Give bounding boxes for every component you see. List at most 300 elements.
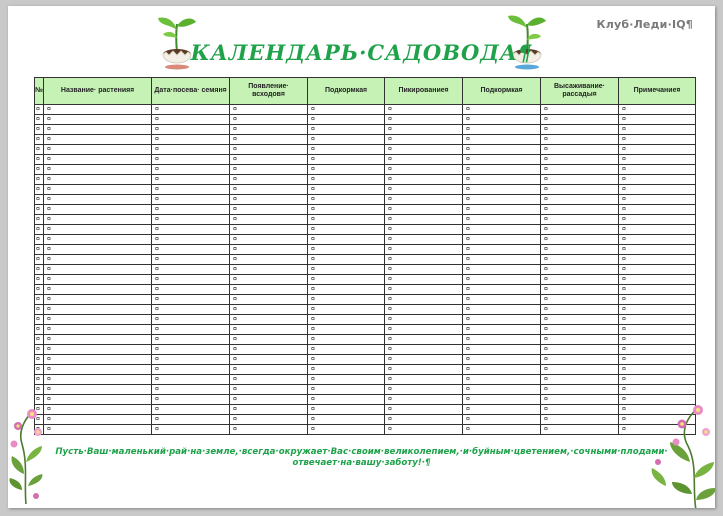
table-cell[interactable]: ¤: [385, 145, 463, 155]
table-cell[interactable]: ¤: [619, 205, 696, 215]
table-cell[interactable]: ¤: [619, 145, 696, 155]
table-cell[interactable]: ¤: [308, 385, 385, 395]
table-cell[interactable]: ¤: [541, 355, 619, 365]
table-cell[interactable]: ¤: [44, 235, 152, 245]
table-cell[interactable]: ¤: [44, 225, 152, 235]
table-cell[interactable]: ¤: [463, 125, 541, 135]
table-cell[interactable]: ¤: [230, 235, 308, 245]
table-cell[interactable]: ¤: [463, 335, 541, 345]
table-cell[interactable]: ¤: [463, 325, 541, 335]
table-cell[interactable]: ¤: [308, 155, 385, 165]
table-cell[interactable]: ¤: [230, 245, 308, 255]
table-cell[interactable]: ¤: [230, 145, 308, 155]
table-cell[interactable]: ¤: [35, 355, 44, 365]
table-cell[interactable]: ¤: [44, 265, 152, 275]
table-cell[interactable]: ¤: [385, 235, 463, 245]
table-cell[interactable]: ¤: [308, 345, 385, 355]
table-cell[interactable]: ¤: [152, 285, 230, 295]
table-cell[interactable]: ¤: [385, 385, 463, 395]
table-cell[interactable]: ¤: [230, 335, 308, 345]
table-cell[interactable]: ¤: [463, 245, 541, 255]
table-cell[interactable]: ¤: [152, 395, 230, 405]
table-cell[interactable]: ¤: [308, 105, 385, 115]
table-cell[interactable]: ¤: [35, 245, 44, 255]
table-cell[interactable]: ¤: [230, 345, 308, 355]
table-cell[interactable]: ¤: [541, 415, 619, 425]
table-cell[interactable]: ¤: [619, 375, 696, 385]
table-cell[interactable]: ¤: [619, 395, 696, 405]
table-cell[interactable]: ¤: [152, 105, 230, 115]
table-cell[interactable]: ¤: [385, 225, 463, 235]
table-cell[interactable]: ¤: [385, 135, 463, 145]
table-cell[interactable]: ¤: [385, 255, 463, 265]
table-cell[interactable]: ¤: [308, 325, 385, 335]
table-cell[interactable]: ¤: [541, 245, 619, 255]
table-cell[interactable]: ¤: [541, 255, 619, 265]
table-cell[interactable]: ¤: [35, 335, 44, 345]
table-cell[interactable]: ¤: [230, 305, 308, 315]
table-cell[interactable]: ¤: [541, 125, 619, 135]
table-cell[interactable]: ¤: [230, 315, 308, 325]
table-cell[interactable]: ¤: [541, 195, 619, 205]
table-cell[interactable]: ¤: [35, 405, 44, 415]
table-cell[interactable]: ¤: [541, 225, 619, 235]
table-cell[interactable]: ¤: [463, 155, 541, 165]
table-cell[interactable]: ¤: [35, 235, 44, 245]
table-cell[interactable]: ¤: [385, 425, 463, 435]
table-cell[interactable]: ¤: [619, 345, 696, 355]
table-cell[interactable]: ¤: [230, 205, 308, 215]
table-cell[interactable]: ¤: [35, 275, 44, 285]
table-cell[interactable]: ¤: [385, 305, 463, 315]
table-cell[interactable]: ¤: [619, 335, 696, 345]
table-cell[interactable]: ¤: [152, 205, 230, 215]
table-cell[interactable]: ¤: [152, 255, 230, 265]
table-cell[interactable]: ¤: [230, 375, 308, 385]
table-row: [35, 295, 696, 305]
table-cell[interactable]: ¤: [44, 365, 152, 375]
table-cell[interactable]: ¤: [35, 125, 44, 135]
table-cell[interactable]: ¤: [463, 365, 541, 375]
table-cell[interactable]: ¤: [619, 325, 696, 335]
table-cell[interactable]: ¤: [619, 165, 696, 175]
table-cell[interactable]: ¤: [541, 325, 619, 335]
table-cell[interactable]: ¤: [308, 185, 385, 195]
table-cell[interactable]: ¤: [463, 265, 541, 275]
column-header: Подкормка¤: [308, 78, 385, 105]
table-cell[interactable]: ¤: [463, 205, 541, 215]
table-cell[interactable]: ¤: [385, 405, 463, 415]
table-cell[interactable]: ¤: [385, 375, 463, 385]
table-cell[interactable]: ¤: [35, 305, 44, 315]
table-cell[interactable]: ¤: [230, 425, 308, 435]
table-cell[interactable]: ¤: [152, 365, 230, 375]
table-cell[interactable]: ¤: [541, 115, 619, 125]
table-cell[interactable]: ¤: [385, 185, 463, 195]
table-cell[interactable]: ¤: [541, 295, 619, 305]
table-cell[interactable]: ¤: [230, 155, 308, 165]
table-cell[interactable]: ¤: [463, 385, 541, 395]
table-cell[interactable]: ¤: [619, 155, 696, 165]
table-cell[interactable]: ¤: [230, 295, 308, 305]
table-cell[interactable]: ¤: [308, 295, 385, 305]
table-cell[interactable]: ¤: [35, 285, 44, 295]
table-cell[interactable]: ¤: [308, 175, 385, 185]
table-cell[interactable]: ¤: [152, 415, 230, 425]
table-cell[interactable]: ¤: [152, 175, 230, 185]
table-cell[interactable]: ¤: [44, 175, 152, 185]
table-cell[interactable]: ¤: [44, 145, 152, 155]
table-cell[interactable]: ¤: [541, 175, 619, 185]
table-cell[interactable]: ¤: [308, 235, 385, 245]
table-cell[interactable]: ¤: [230, 165, 308, 175]
table-cell[interactable]: ¤: [385, 115, 463, 125]
table-cell[interactable]: ¤: [35, 395, 44, 405]
table-cell[interactable]: ¤: [44, 425, 152, 435]
table-cell[interactable]: ¤: [619, 225, 696, 235]
table-cell[interactable]: ¤: [385, 325, 463, 335]
table-cell[interactable]: ¤: [619, 215, 696, 225]
table-cell[interactable]: ¤: [35, 115, 44, 125]
table-cell[interactable]: ¤: [385, 335, 463, 345]
table-cell[interactable]: ¤: [541, 265, 619, 275]
table-cell[interactable]: ¤: [541, 385, 619, 395]
table-cell[interactable]: ¤: [44, 155, 152, 165]
table-cell[interactable]: ¤: [152, 155, 230, 165]
table-cell[interactable]: ¤: [463, 395, 541, 405]
table-cell[interactable]: ¤: [152, 355, 230, 365]
table-cell[interactable]: ¤: [463, 295, 541, 305]
table-cell[interactable]: ¤: [385, 285, 463, 295]
table-cell[interactable]: ¤: [35, 365, 44, 375]
table-cell[interactable]: ¤: [385, 245, 463, 255]
table-cell[interactable]: ¤: [541, 105, 619, 115]
table-cell[interactable]: ¤: [152, 125, 230, 135]
table-cell[interactable]: ¤: [44, 205, 152, 215]
table-cell[interactable]: ¤: [463, 145, 541, 155]
table-cell[interactable]: ¤: [230, 355, 308, 365]
table-cell[interactable]: ¤: [385, 125, 463, 135]
table-cell[interactable]: ¤: [463, 255, 541, 265]
table-cell[interactable]: ¤: [35, 195, 44, 205]
table-cell[interactable]: ¤: [35, 255, 44, 265]
table-cell[interactable]: ¤: [619, 295, 696, 305]
table-cell[interactable]: ¤: [152, 135, 230, 145]
table-cell[interactable]: ¤: [35, 185, 44, 195]
table-cell[interactable]: ¤: [152, 165, 230, 175]
table-cell[interactable]: ¤: [230, 265, 308, 275]
table-body: [35, 105, 696, 435]
table-cell[interactable]: ¤: [308, 165, 385, 175]
table-cell[interactable]: ¤: [385, 205, 463, 215]
table-cell[interactable]: ¤: [619, 235, 696, 245]
table-cell[interactable]: ¤: [152, 305, 230, 315]
table-cell[interactable]: ¤: [308, 315, 385, 325]
table-cell[interactable]: ¤: [308, 195, 385, 205]
table-cell[interactable]: ¤: [385, 345, 463, 355]
table-cell[interactable]: ¤: [152, 405, 230, 415]
table-cell[interactable]: ¤: [35, 205, 44, 215]
table-cell[interactable]: ¤: [308, 305, 385, 315]
table-cell[interactable]: ¤: [230, 255, 308, 265]
table-cell[interactable]: ¤: [230, 195, 308, 205]
table-cell[interactable]: ¤: [230, 105, 308, 115]
table-cell[interactable]: ¤: [44, 135, 152, 145]
table-cell[interactable]: ¤: [541, 155, 619, 165]
table-cell[interactable]: ¤: [385, 265, 463, 275]
table-cell[interactable]: ¤: [152, 295, 230, 305]
table-cell[interactable]: ¤: [44, 215, 152, 225]
table-cell[interactable]: ¤: [152, 265, 230, 275]
table-cell[interactable]: ¤: [230, 365, 308, 375]
table-cell[interactable]: ¤: [308, 395, 385, 405]
table-cell[interactable]: ¤: [230, 415, 308, 425]
table-cell[interactable]: ¤: [44, 405, 152, 415]
table-cell[interactable]: ¤: [152, 425, 230, 435]
table-cell[interactable]: ¤: [463, 195, 541, 205]
table-cell[interactable]: ¤: [44, 185, 152, 195]
table-cell[interactable]: ¤: [541, 145, 619, 155]
table-cell[interactable]: ¤: [463, 225, 541, 235]
table-cell[interactable]: ¤: [152, 345, 230, 355]
table-cell[interactable]: ¤: [463, 115, 541, 125]
table-cell[interactable]: ¤: [44, 195, 152, 205]
table-cell[interactable]: ¤: [152, 185, 230, 195]
table-cell[interactable]: ¤: [35, 375, 44, 385]
table-cell[interactable]: ¤: [463, 405, 541, 415]
table-cell[interactable]: ¤: [230, 385, 308, 395]
table-cell[interactable]: ¤: [44, 385, 152, 395]
table-cell[interactable]: ¤: [35, 155, 44, 165]
column-header: №: [35, 78, 44, 105]
table-cell[interactable]: ¤: [308, 255, 385, 265]
table-cell[interactable]: ¤: [35, 265, 44, 275]
table-cell[interactable]: ¤: [619, 305, 696, 315]
table-cell[interactable]: ¤: [35, 315, 44, 325]
table-cell[interactable]: ¤: [385, 195, 463, 205]
table-cell[interactable]: ¤: [308, 375, 385, 385]
table-cell[interactable]: ¤: [230, 395, 308, 405]
table-cell[interactable]: ¤: [541, 275, 619, 285]
table-cell[interactable]: ¤: [152, 225, 230, 235]
table-cell[interactable]: ¤: [541, 425, 619, 435]
table-cell[interactable]: ¤: [35, 165, 44, 175]
table-cell[interactable]: ¤: [44, 165, 152, 175]
table-cell[interactable]: ¤: [463, 285, 541, 295]
table-cell[interactable]: ¤: [541, 135, 619, 145]
table-cell[interactable]: ¤: [308, 415, 385, 425]
table-cell[interactable]: ¤: [619, 175, 696, 185]
table-cell[interactable]: ¤: [44, 285, 152, 295]
table-cell[interactable]: ¤: [152, 215, 230, 225]
table-cell[interactable]: ¤: [308, 115, 385, 125]
table-cell[interactable]: ¤: [308, 275, 385, 285]
table-cell[interactable]: ¤: [230, 225, 308, 235]
table-cell[interactable]: ¤: [230, 115, 308, 125]
table-cell[interactable]: ¤: [541, 205, 619, 215]
table-cell[interactable]: ¤: [463, 275, 541, 285]
table-cell[interactable]: ¤: [619, 125, 696, 135]
table-cell[interactable]: ¤: [619, 405, 696, 415]
table-cell[interactable]: ¤: [44, 115, 152, 125]
table-cell[interactable]: ¤: [44, 305, 152, 315]
table-cell[interactable]: ¤: [35, 175, 44, 185]
table-cell[interactable]: ¤: [152, 385, 230, 395]
table-cell[interactable]: ¤: [35, 225, 44, 235]
table-cell[interactable]: ¤: [308, 355, 385, 365]
table-cell[interactable]: ¤: [385, 415, 463, 425]
table-cell[interactable]: ¤: [385, 315, 463, 325]
table-cell[interactable]: ¤: [308, 265, 385, 275]
table-cell[interactable]: ¤: [463, 135, 541, 145]
table-cell[interactable]: ¤: [152, 145, 230, 155]
table-cell[interactable]: ¤: [385, 165, 463, 175]
table-cell[interactable]: ¤: [35, 415, 44, 425]
table-cell[interactable]: ¤: [619, 135, 696, 145]
table-cell[interactable]: ¤: [152, 335, 230, 345]
table-cell[interactable]: ¤: [619, 245, 696, 255]
table-cell[interactable]: ¤: [44, 295, 152, 305]
table-cell[interactable]: ¤: [35, 135, 44, 145]
table-cell[interactable]: ¤: [308, 225, 385, 235]
table-cell[interactable]: ¤: [308, 205, 385, 215]
table-cell[interactable]: ¤: [35, 145, 44, 155]
table-cell[interactable]: ¤: [463, 315, 541, 325]
table-cell[interactable]: ¤: [619, 105, 696, 115]
table-cell[interactable]: ¤: [35, 215, 44, 225]
table-cell[interactable]: ¤: [385, 395, 463, 405]
table-cell[interactable]: ¤: [44, 325, 152, 335]
table-cell[interactable]: ¤: [463, 165, 541, 175]
table-cell[interactable]: ¤: [463, 345, 541, 355]
table-cell[interactable]: ¤: [152, 235, 230, 245]
table-cell[interactable]: ¤: [619, 355, 696, 365]
table-cell[interactable]: ¤: [308, 285, 385, 295]
table-cell[interactable]: ¤: [44, 125, 152, 135]
table-cell[interactable]: ¤: [385, 365, 463, 375]
table-cell[interactable]: ¤: [44, 275, 152, 285]
table-cell[interactable]: ¤: [385, 215, 463, 225]
table-cell[interactable]: ¤: [308, 135, 385, 145]
table-cell[interactable]: ¤: [385, 275, 463, 285]
table-cell[interactable]: ¤: [308, 245, 385, 255]
table-cell[interactable]: ¤: [308, 145, 385, 155]
table-cell[interactable]: ¤: [463, 235, 541, 245]
table-cell[interactable]: ¤: [35, 385, 44, 395]
table-cell[interactable]: ¤: [619, 255, 696, 265]
table-cell[interactable]: ¤: [463, 215, 541, 225]
table-cell[interactable]: ¤: [463, 175, 541, 185]
table-cell[interactable]: ¤: [308, 405, 385, 415]
table-cell[interactable]: ¤: [463, 355, 541, 365]
table-cell[interactable]: ¤: [541, 165, 619, 175]
table-cell[interactable]: ¤: [152, 315, 230, 325]
table-cell[interactable]: ¤: [308, 335, 385, 345]
table-cell[interactable]: ¤: [152, 275, 230, 285]
table-cell[interactable]: ¤: [44, 105, 152, 115]
table-cell[interactable]: ¤: [44, 345, 152, 355]
table-cell[interactable]: ¤: [230, 175, 308, 185]
table-cell[interactable]: ¤: [463, 415, 541, 425]
table-cell[interactable]: ¤: [308, 215, 385, 225]
table-cell[interactable]: ¤: [230, 405, 308, 415]
table-cell[interactable]: ¤: [44, 255, 152, 265]
table-cell[interactable]: ¤: [385, 105, 463, 115]
table-cell[interactable]: ¤: [385, 355, 463, 365]
table-cell[interactable]: ¤: [619, 265, 696, 275]
table-cell[interactable]: ¤: [619, 115, 696, 125]
table-cell[interactable]: ¤: [541, 335, 619, 345]
table-cell[interactable]: ¤: [619, 275, 696, 285]
table-cell[interactable]: ¤: [385, 155, 463, 165]
table-cell[interactable]: ¤: [230, 125, 308, 135]
table-cell[interactable]: ¤: [230, 185, 308, 195]
table-cell[interactable]: ¤: [463, 425, 541, 435]
table-cell[interactable]: ¤: [541, 285, 619, 295]
table-cell[interactable]: ¤: [230, 275, 308, 285]
table-cell[interactable]: ¤: [541, 395, 619, 405]
table-cell[interactable]: ¤: [308, 125, 385, 135]
table-cell[interactable]: ¤: [44, 355, 152, 365]
table-cell[interactable]: ¤: [44, 315, 152, 325]
table-cell[interactable]: ¤: [541, 235, 619, 245]
table-cell[interactable]: ¤: [152, 245, 230, 255]
table-cell[interactable]: ¤: [463, 185, 541, 195]
table-cell[interactable]: ¤: [35, 105, 44, 115]
table-cell[interactable]: ¤: [152, 375, 230, 385]
table-cell[interactable]: ¤: [619, 425, 696, 435]
table-cell[interactable]: ¤: [35, 345, 44, 355]
table-cell[interactable]: ¤: [152, 325, 230, 335]
table-cell[interactable]: ¤: [152, 115, 230, 125]
table-cell[interactable]: ¤: [44, 335, 152, 345]
table-cell[interactable]: ¤: [541, 375, 619, 385]
table-cell[interactable]: ¤: [619, 195, 696, 205]
table-cell[interactable]: ¤: [619, 415, 696, 425]
table-cell[interactable]: ¤: [541, 405, 619, 415]
table-cell[interactable]: ¤: [541, 305, 619, 315]
table-cell[interactable]: ¤: [230, 135, 308, 145]
table-cell[interactable]: ¤: [230, 325, 308, 335]
table-cell[interactable]: ¤: [619, 185, 696, 195]
table-cell[interactable]: ¤: [619, 285, 696, 295]
table-cell[interactable]: ¤: [152, 195, 230, 205]
table-cell[interactable]: ¤: [35, 295, 44, 305]
table-cell[interactable]: ¤: [308, 365, 385, 375]
table-cell[interactable]: ¤: [35, 325, 44, 335]
table-cell[interactable]: ¤: [619, 315, 696, 325]
table-cell[interactable]: ¤: [463, 375, 541, 385]
table-cell[interactable]: ¤: [44, 245, 152, 255]
table-cell[interactable]: ¤: [385, 175, 463, 185]
table-cell[interactable]: ¤: [541, 215, 619, 225]
table-cell[interactable]: ¤: [230, 215, 308, 225]
table-cell[interactable]: ¤: [541, 185, 619, 195]
table-cell[interactable]: ¤: [308, 425, 385, 435]
table-cell[interactable]: ¤: [44, 375, 152, 385]
table-cell[interactable]: ¤: [463, 105, 541, 115]
table-cell[interactable]: ¤: [541, 315, 619, 325]
table-cell[interactable]: ¤: [44, 395, 152, 405]
table-cell[interactable]: ¤: [44, 415, 152, 425]
table-cell[interactable]: ¤: [619, 365, 696, 375]
table-cell[interactable]: ¤: [541, 345, 619, 355]
table-cell[interactable]: ¤: [385, 295, 463, 305]
table-cell[interactable]: ¤: [463, 305, 541, 315]
table-cell[interactable]: ¤: [230, 285, 308, 295]
table-cell[interactable]: ¤: [619, 385, 696, 395]
table-cell[interactable]: ¤: [541, 365, 619, 375]
